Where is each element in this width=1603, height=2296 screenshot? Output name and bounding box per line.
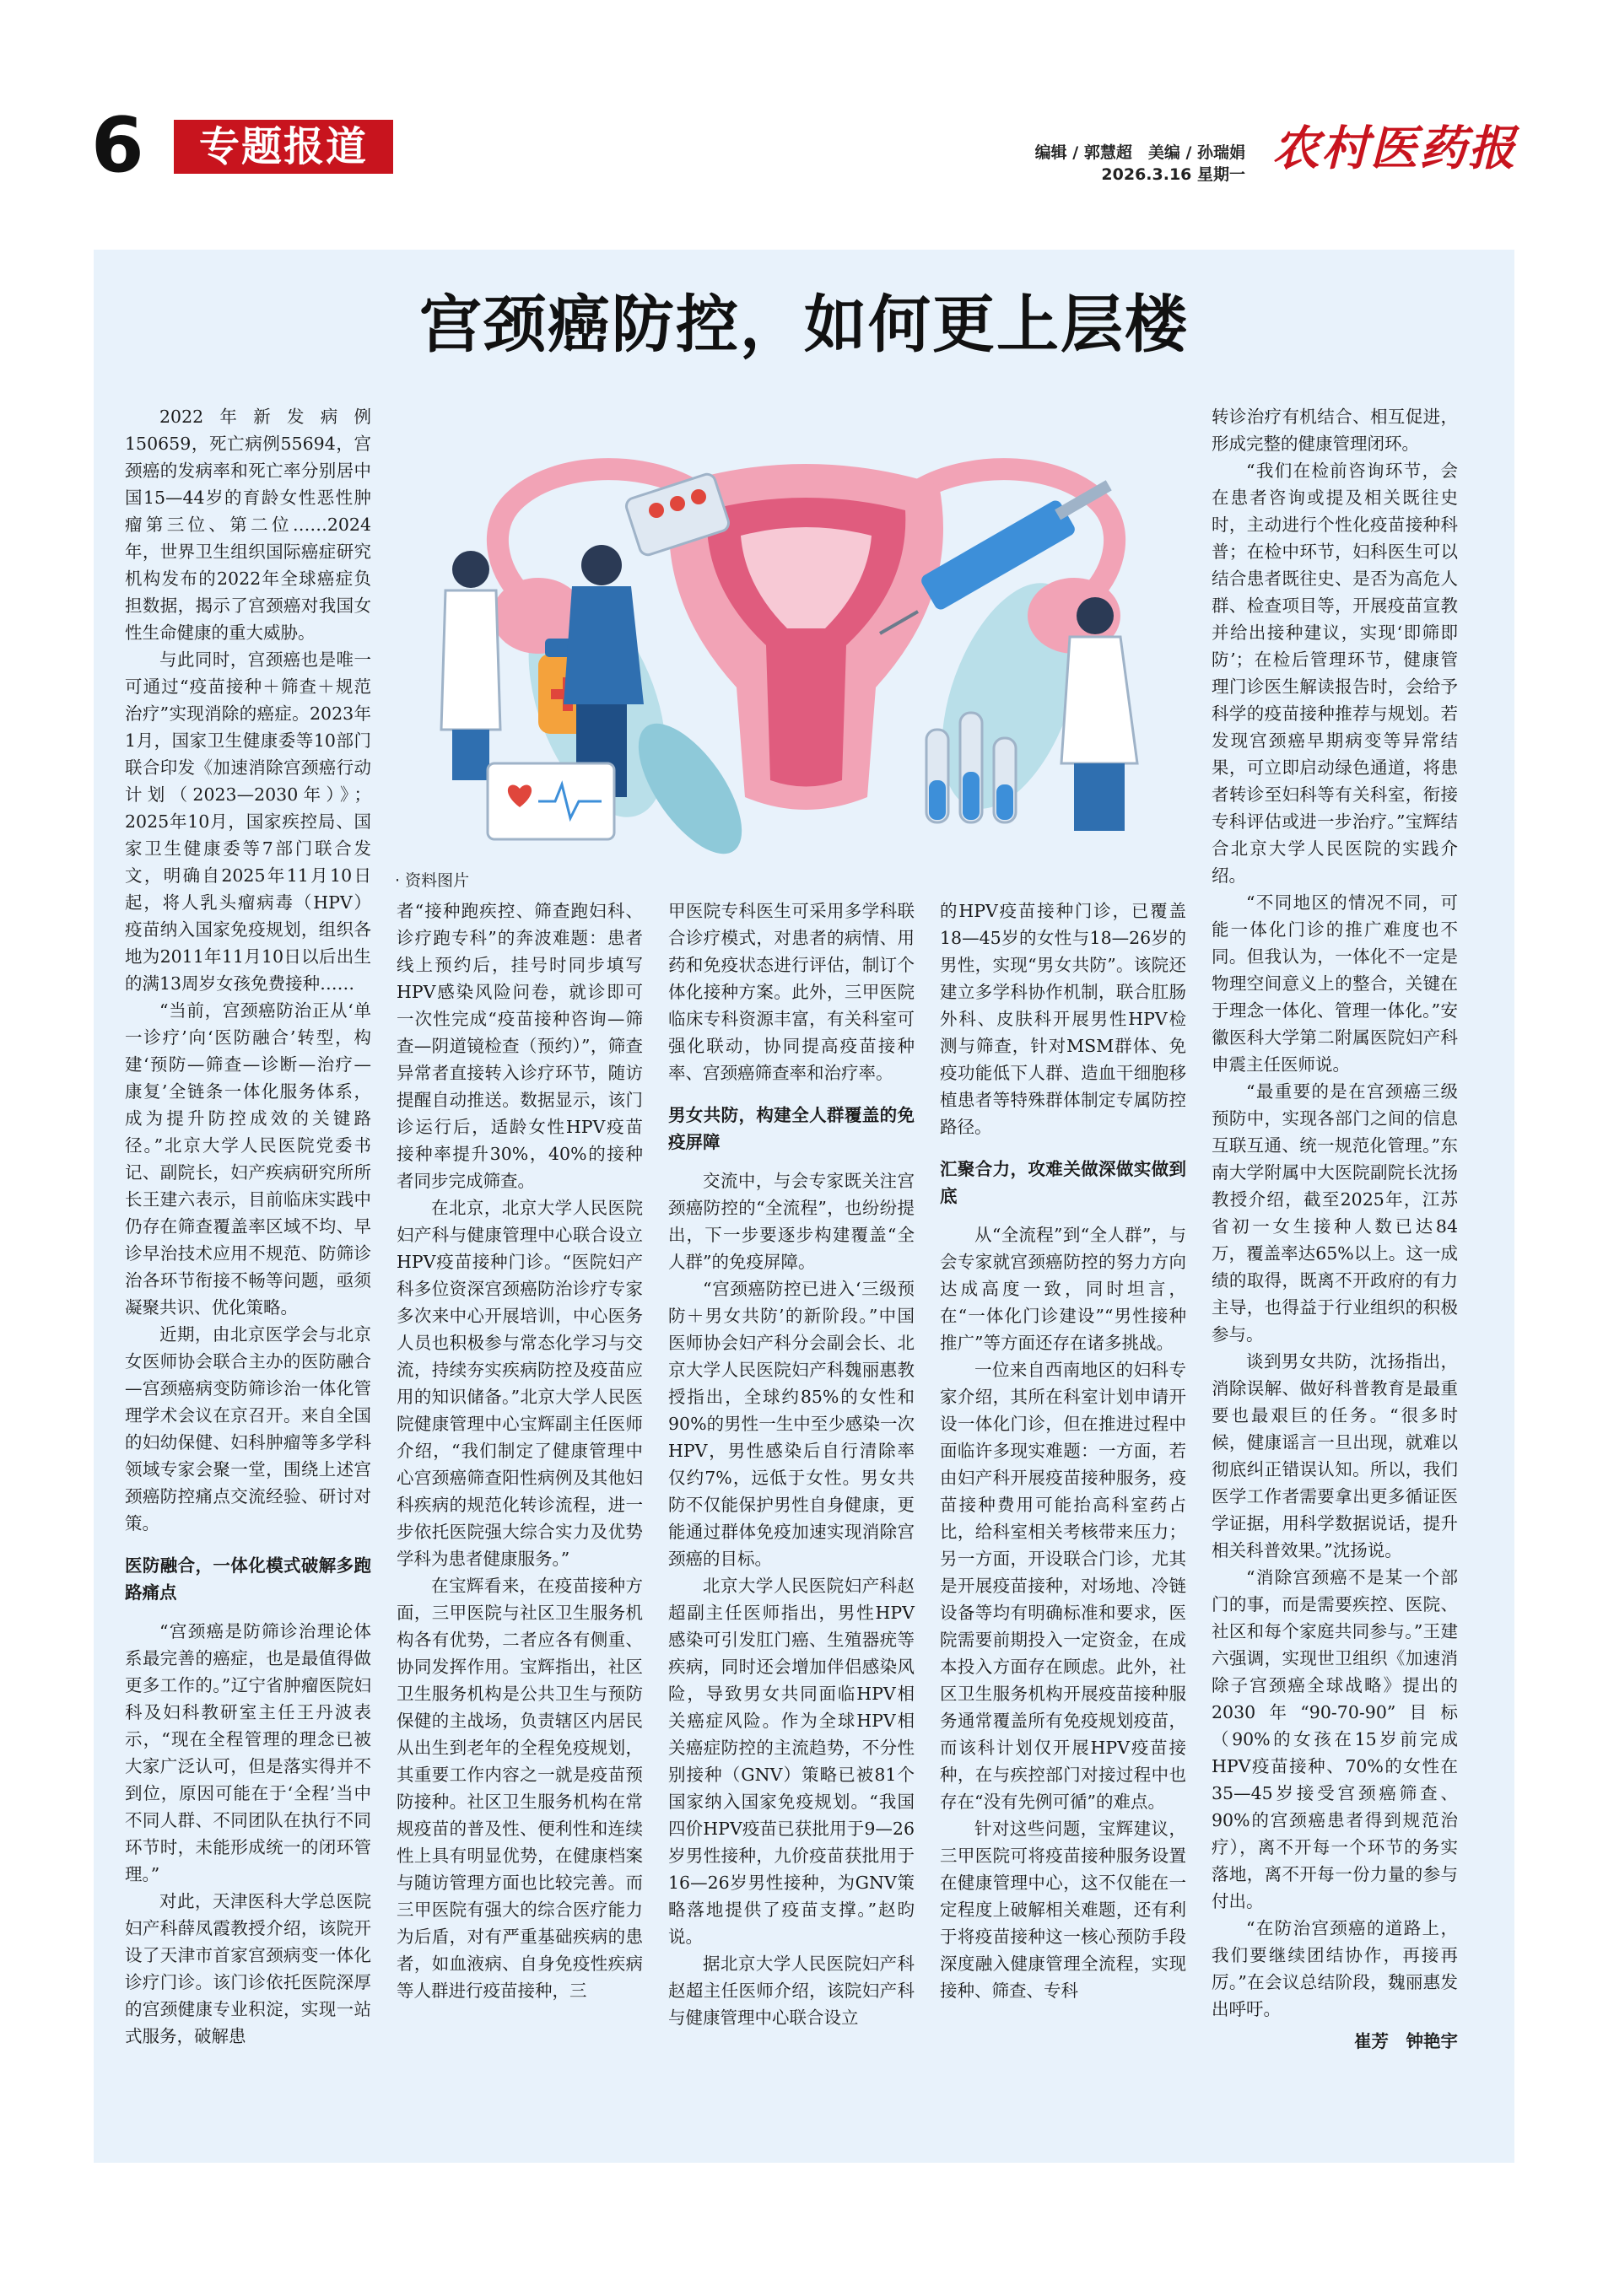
- paragraph: 转诊治疗有机结合、相互促进，形成完整的健康管理闭环。: [1212, 407, 1458, 454]
- doctor-center-body: [564, 586, 644, 704]
- article-column-1: [125, 403, 371, 2050]
- paragraph: 者“接种跑疾控、筛查跑妇科、诊疗跑专科”的奔波难题：患者线上预约后，挂号时同步填写HPV感染风险问卷，就诊即可一次性完成“疫苗接种咨询—筛查—阴道镜检查（预约）”，筛查异常者直接转入诊疗环节，随访提醒自动推送。数据显示，该门诊运行后，适龄女性HPV疫苗接种率提升30%，40%的接种者同步完成筛查。: [397, 901, 643, 1191]
- header-credits: [1035, 142, 1245, 186]
- paragraph: 一位来自西南地区的妇科专家介绍，其所在科室计划申请开设一体化门诊，但在推进过程中面临许多现实难题：一方面，若由妇产科开展疫苗接种服务，疫苗接种费用可能抬高科室药占比，给科室相关考核带来压力；另一方面，开设联合门诊，尤其是开展疫苗接种，对场地、冷链设备等均有明确标准和要求，医院需要前期投入一定资金，在成本投入方面存在顾虑。此外，社区卫生服务机构开展疫苗接种服务通常覆盖所有免疫规划疫苗，而该科计划仅开展HPV疫苗接种，在与疾控部门对接过程中也存在“没有先例可循”的难点。: [940, 1360, 1186, 1812]
- paragraph: “当前，宫颈癌防治正从‘单一诊疗’向‘医防融合’转型，构建‘预防—筛查—诊断—治疗—康复’全链条一体化服务体系，成为提升防控成效的关键路径。”北京大学人民医院党委书记、副院长，妇产疾病研究所所长王建六表示，目前临床实践中仍存在筛查覆盖率区域不均、早诊早治技术应用不规范、防筛诊治各环节衔接不畅等问题，亟须凝聚共识、优化策略。: [125, 1000, 371, 1318]
- paragraph: 针对这些问题，宝辉建议，三甲医院可将疫苗接种服务设置在健康管理中心，这不仅能在一定程度上破解相关难题，还有利于将疫苗接种这一核心预防手段深度融入健康管理全流程，实现接种、筛查、专科: [940, 1819, 1186, 2001]
- paragraph: “最重要的是在宫颈癌三级预防中，实现各部门之间的信息互联互通、统一规范化管理。”东南大学附属中大医院副院长沈扬教授介绍，截至2025年，江苏省初一女生接种人数已达84万，覆盖率达65%以上。这一成绩的取得，既离不开政府的有力主导，也得益于行业组织的积极参与。: [1212, 1081, 1458, 1345]
- doctor-right-body: [1061, 637, 1137, 763]
- image-caption: · 资料图片: [395, 871, 470, 890]
- byline: 崔芳 钟艳宇: [1354, 2031, 1458, 2051]
- paragraph: 从“全流程”到“全人群”，与会专家就宫颈癌防控的努力方向达成高度一致，同时坦言，在“一体化门诊建设”“男性接种推广”等方面还存在诸多挑战。: [940, 1225, 1186, 1353]
- paragraph: 在宝辉看来，在疫苗接种方面，三甲医院与社区卫生服务机构各有优势，二者应各有侧重、协同发挥作用。宝辉指出，社区卫生服务机构是公共卫生与预防保健的主战场，负责辖区内居民从出生到老年的全程免疫规划，其重要工作内容之一就是疫苗预防接种。社区卫生服务机构在常规疫苗的普及性、便利性和连续性上具有明显优势，在健康档案与随访管理方面也比较完善。而三甲医院有强大的综合医疗能力为后盾，对有严重基础疾病的患者，如血液病、自身免疫性疾病等人群进行疫苗接种，三: [397, 1576, 643, 2001]
- paragraph: 北京大学人民医院妇产科赵超副主任医师指出，男性HPV感染可引发肛门癌、生殖器疣等疾病，同时还会增加伴侣感染风险，导致男女共同面临HPV相关癌症风险。作为全球HPV相关癌症防控的主流趋势，不分性别接种（GNV）策略已被81个国家纳入国家免疫规划。“我国四价HPV疫苗已获批用于9—26岁男性接种，九价疫苗获批用于16—26岁男性接种，为GNV策略落地提供了疫苗支撑。”赵昀说。: [668, 1576, 915, 1947]
- subheading: 男女共防，构建全人群覆盖的免疫屏障: [668, 1105, 915, 1152]
- article-illustration: [420, 426, 1192, 860]
- editor-credit: 编辑 / 郭慧超 美编 / 孙瑞娟: [1034, 143, 1245, 162]
- article-column-5: [1212, 403, 1458, 2055]
- cervical-health-illustration: [420, 426, 1192, 860]
- article-column-2: [397, 897, 643, 2004]
- doctor-right-head: [1077, 597, 1114, 634]
- paragraph: 的HPV疫苗接种门诊，已覆盖18—45岁的女性与18—26岁的男性，实现“男女共防”。该院还建立多学科协作机制，联合肛肠外科、皮肤科开展男性HPV检测与筛查，针对MSM群体、免疫功能低下人群、造血干细胞移植患者等特殊群体制定专属防控路径。: [940, 901, 1186, 1137]
- article-headline: 宫颈癌防控，如何更上层楼: [419, 288, 1189, 361]
- pill-3: [691, 489, 706, 504]
- issue-date: 2026.3.16 星期一: [1101, 165, 1245, 184]
- pill-1: [649, 503, 664, 518]
- paragraph: 近期，由北京医学会与北京女医师协会联合主办的医防融合—宫颈癌病变防筛诊治一体化管理学术会议在京召开。来自全国的妇幼保健、妇科肿瘤等多学科领域专家会聚一堂，围绕上述宫颈癌防控痛点交流经验、研讨对策。: [125, 1324, 371, 1533]
- doctor-center-head: [581, 545, 622, 585]
- article-column-4: [940, 897, 1186, 2004]
- paragraph: 2022年新发病例150659，死亡病例55694，宫颈癌的发病率和死亡率分别居中国15—44岁的育龄女性恶性肿瘤第三位、第二位……2024年，世界卫生组织国际癌症研究机构发布的2022年全球癌症负担数据，揭示了宫颈癌对我国女性生命健康的重大威胁。: [125, 407, 371, 643]
- paragraph: 在北京，北京大学人民医院妇产科与健康管理中心联合设立HPV疫苗接种门诊。“医院妇产科多位资深宫颈癌防治诊疗专家多次来中心开展培训，中心医务人员也积极参与常态化学习与交流，持续夯实疾病防控及疫苗应用的知识储备。”北京大学人民医院健康管理中心宝辉副主任医师介绍，“我们制定了健康管理中心宫颈癌筛查阳性病例及其他妇科疾病的规范化转诊流程，进一步依托医院强大综合实力及优势学科为患者健康服务。”: [397, 1198, 643, 1569]
- page-number: 6: [91, 101, 144, 190]
- paragraph: 甲医院专科医生可采用多学科联合诊疗模式，对患者的病情、用药和免疫状态进行评估，制订个体化接种方案。此外，三甲医院临床专科资源丰富，有关科室可强化联动，协同提高疫苗接种率、宫颈癌筛查率和治疗率。: [668, 901, 915, 1083]
- tube-liquid-3: [996, 784, 1013, 820]
- doctor-left-head: [452, 551, 489, 588]
- paragraph: “我们在检前咨询环节，会在患者咨询或提及相关既往史时，主动进行个性化疫苗接种科普；在检中环节，妇科医生可以结合患者既往史、是否为高危人群、检查项目等，开展疫苗宣教并给出接种建议，实现‘即筛即防’；在检后管理环节，健康管理门诊医生解读报告时，会给予科学的疫苗接种推荐与规划。若发现宫颈癌早期病变等异常结果，可立即启动绿色通道，将患者转诊至妇科等有关科室，衔接专科评估或进一步治疗。”宝辉结合北京大学人民医院的实践介绍。: [1212, 461, 1458, 886]
- paragraph: 与此同时，宫颈癌也是唯一可通过“疫苗接种＋筛查＋规范治疗”实现消除的癌症。2023年1月，国家卫生健康委等10部门联合印发《加速消除宫颈癌行动计划（2023—2030年）》；2025年10月，国家疾控局、国家卫生健康委等7部门联合发文，明确自2025年11月10日起，将人乳头瘤病毒（HPV）疫苗纳入国家免疫规划，组织各地为2011年11月10日以后出生的满13周岁女孩免费接种……: [125, 649, 371, 994]
- masthead-logo: 农村医药报: [1272, 121, 1517, 176]
- section-label: 专题报道: [174, 120, 393, 174]
- tube-liquid-2: [963, 772, 980, 820]
- subheading: 汇聚合力，攻难关做深做实做到底: [940, 1159, 1186, 1206]
- paragraph: “在防治宫颈癌的道路上，我们要继续团结协作，再接再厉。”在会议总结阶段，魏丽惠发出呼吁。: [1212, 1918, 1458, 2019]
- article-column-3: [668, 897, 915, 2031]
- paragraph: “不同地区的情况不同，可能一体化门诊的推广难度也不同。但我认为，一体化不一定是物理空间意义上的整合，关键在于理念一体化、管理一体化。”安徽医科大学第二附属医院妇产科申震主任医师说。: [1212, 892, 1458, 1075]
- doctor-left-legs: [452, 730, 489, 780]
- pill-2: [670, 496, 685, 511]
- doctor-right-legs: [1074, 763, 1125, 831]
- tube-liquid-1: [929, 780, 946, 820]
- paragraph: 据北京大学人民医院妇产科赵超主任医师介绍，该院妇产科与健康管理中心联合设立: [668, 1954, 915, 2028]
- paragraph: “宫颈癌是防筛诊治理论体系最完善的癌症，也是最值得做更多工作的。”辽宁省肿瘤医院妇科及妇科教研室主任王丹波表示，“现在全程管理的理念已被大家广泛认可，但是落实得并不到位，原因可能在于‘全程’当中不同人群、不同团队在执行不同环节时，未能形成统一的闭环管理。”: [125, 1621, 371, 1884]
- paragraph: 谈到男女共防，沈扬指出，消除误解、做好科普教育是最重要也最艰巨的任务。“很多时候，健康谣言一旦出现，就难以彻底纠正错误认知。所以，我们医学工作者需要拿出更多循证医学证据，用科学数据说话，提升相关科普效果。”沈扬说。: [1212, 1351, 1458, 1560]
- paragraph: “消除宫颈癌不是某一个部门的事，而是需要疾控、医院、社区和每个家庭共同参与。”王建六强调，实现世卫组织《加速消除子宫颈癌全球战略》提出的2030年“90-70-90”目标（90%的女孩在15岁前完成HPV疫苗接种、70%的女性在35—45岁接受宫颈癌筛查、90%的宫颈癌患者得到规范治疗），离不开每一个环节的务实落地，离不开每一份力量的参与付出。: [1212, 1567, 1458, 1911]
- paragraph: 交流中，与会专家既关注宫颈癌防控的“全流程”，也纷纷提出，下一步要逐步构建覆盖“全人群”的免疫屏障。: [668, 1171, 915, 1272]
- subheading: 医防融合，一体化模式破解多跑路痛点: [125, 1555, 371, 1603]
- paragraph: 对此，天津医科大学总医院妇产科薛凤霞教授介绍，该院开设了天津市首家宫颈病变一体化诊疗门诊。该门诊依托医院深厚的宫颈健康专业积淀，实现一站式服务，破解患: [125, 1891, 371, 2046]
- paragraph: “宫颈癌防控已进入‘三级预防＋男女共防’的新阶段。”中国医师协会妇产科分会副会长、北京大学人民医院妇产科魏丽惠教授指出，全球约85%的女性和90%的男性一生中至少感染一次HPV，男性感染后自行清除率仅约7%，远低于女性。男女共防不仅能保护男性自身健康，更能通过群体免疫加速实现消除宫颈癌的目标。: [668, 1279, 915, 1569]
- doctor-left-body: [441, 590, 500, 730]
